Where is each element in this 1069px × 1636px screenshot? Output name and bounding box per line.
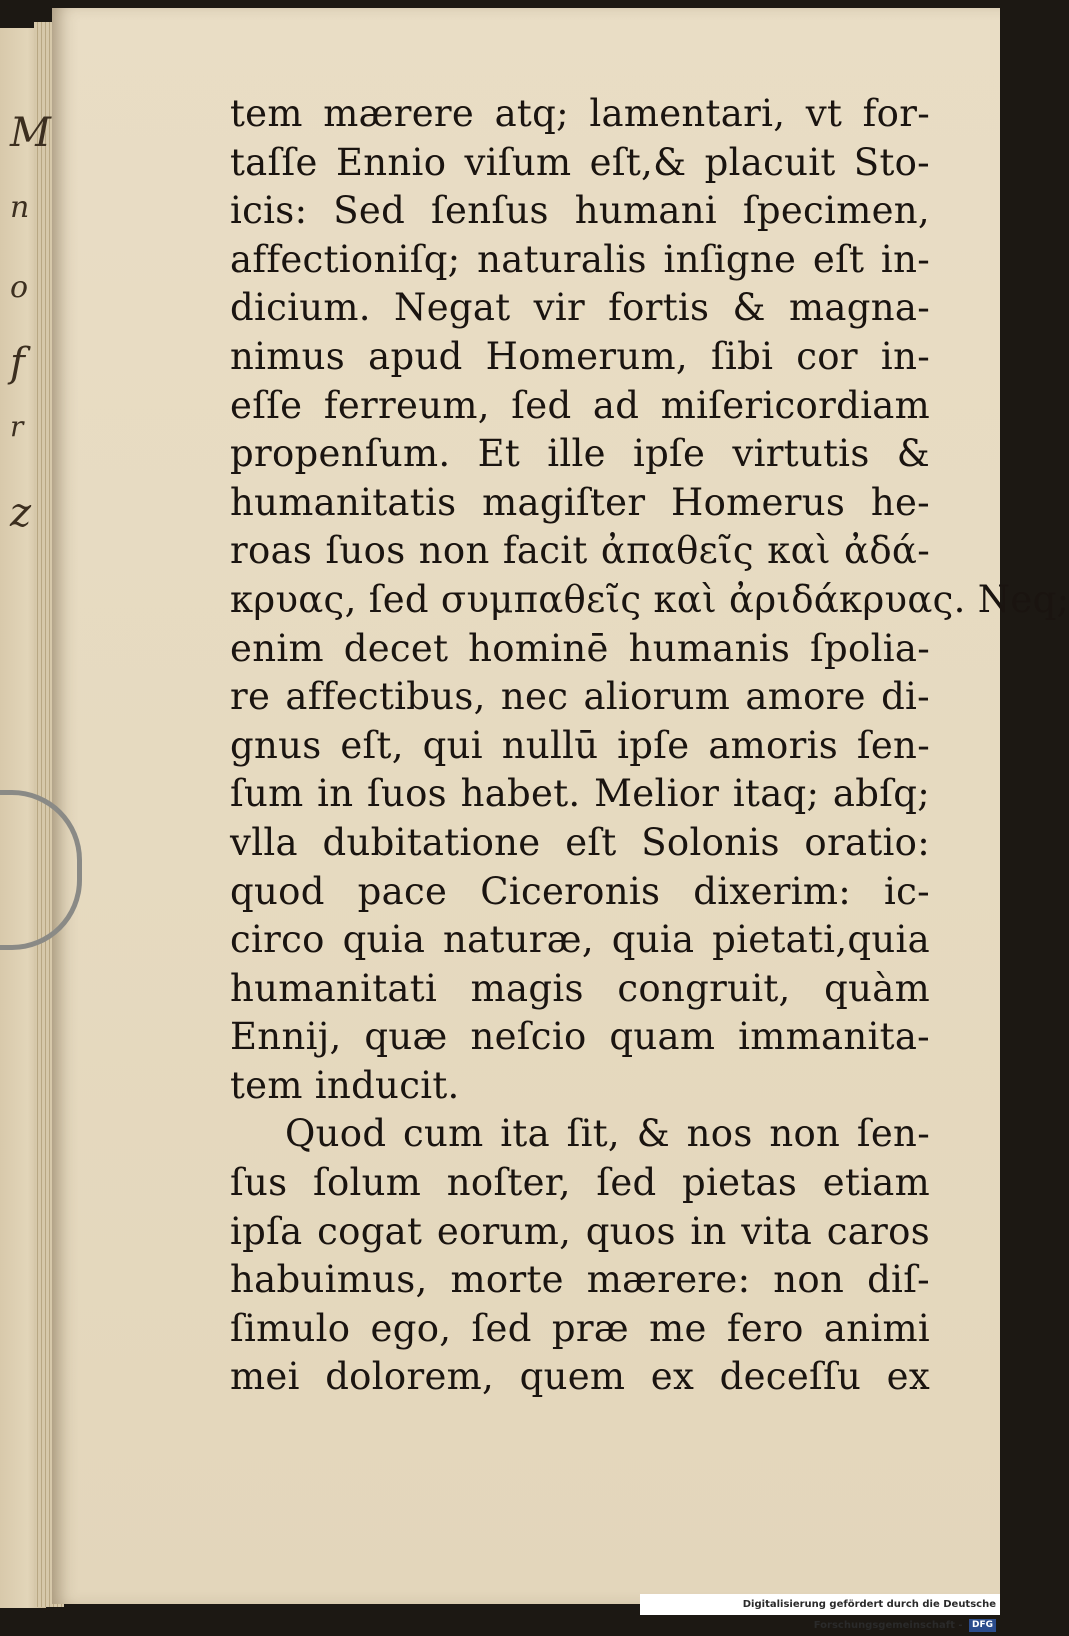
text-line: eſſe ferreum, ſed ad miſericordiam — [230, 383, 930, 427]
text-line: ſum in ſuos habet. Melior itaq; abſq; — [230, 772, 930, 816]
page-body-text — [230, 90, 1069, 1402]
text-line: propenſum. Et ille ipſe virtutis & — [230, 432, 930, 476]
credit-text: Digitalisierung gefördert durch die Deutsche Forschungsgemeinschaft - — [742, 1599, 996, 1631]
margin-note: n — [10, 190, 30, 225]
text-line: circo quia naturæ, quia pietati,quia — [230, 918, 930, 962]
margin-note: z — [10, 490, 32, 536]
text-line: dicium. Negat vir fortis & magna- — [230, 286, 930, 330]
text-line: quod pace Ciceronis dixerim: ic- — [230, 869, 930, 913]
text-line: ipſa cogat eorum, quos in vita caros — [230, 1209, 930, 1253]
text-line: Quod cum ita ſit, & nos non ſen- — [285, 1112, 930, 1156]
text-line: taſſe Ennio viſum eſt,& placuit Sto- — [230, 140, 930, 184]
text-line: ſus ſolum noſter, ſed pietas etiam — [230, 1161, 930, 1205]
text-line: mei dolorem, quem ex deceſſu ex — [230, 1355, 930, 1399]
text-line: humanitatis magiſter Homerus he- — [230, 480, 930, 524]
text-line: enim decet hominē humanis ſpolia- — [230, 626, 930, 670]
text-line: re affectibus, nec aliorum amore di- — [230, 675, 930, 719]
text-line: gnus eſt, qui nullū ipſe amoris ſen- — [230, 723, 930, 767]
margin-note: M — [10, 110, 51, 156]
text-line: Ennij, quæ neſcio quam immanita- — [230, 1015, 930, 1059]
text-line: tem mærere atq; lamentari, vt for- — [230, 92, 930, 135]
text-line: habuimus, morte mærere: non diſ- — [230, 1258, 930, 1302]
text-line: κρυας, ſed συμπαθεῖς καὶ ἀριδάκρυας. Neq; — [230, 577, 1069, 621]
facing-page-handwriting — [4, 110, 51, 590]
text-line: ſimulo ego, ſed præ me fero animi — [230, 1306, 930, 1350]
dfg-logo: DFG — [969, 1619, 996, 1632]
margin-note: r — [10, 410, 24, 443]
text-line: humanitati magis congruit, quàm — [230, 966, 930, 1010]
text-line: icis: Sed ſenſus humani ſpecimen, — [230, 189, 930, 233]
digitization-credit-bar — [640, 1594, 1000, 1631]
text-line: tem inducit. — [230, 1063, 460, 1107]
text-line: vlla dubitatione eſt Solonis oratio: — [230, 820, 930, 864]
text-line: affectioniſq; naturalis inſigne eſt in- — [230, 237, 930, 281]
text-line: roas ſuos non facit ἀπαθεῖς καὶ ἀδά- — [230, 529, 930, 573]
text-line: nimus apud Homerum, ſibi cor in- — [230, 334, 930, 378]
margin-note: o — [10, 270, 29, 305]
margin-note: f — [10, 340, 25, 386]
